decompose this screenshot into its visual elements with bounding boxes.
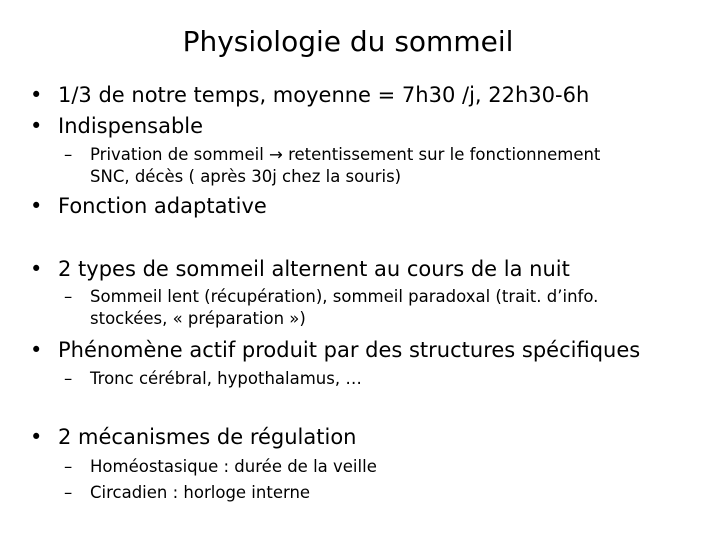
- dash-icon: –: [64, 369, 73, 388]
- slide-title: Physiologie du sommeil: [182, 25, 514, 58]
- bullet-text: Fonction adaptative: [58, 194, 267, 218]
- sub-bullet-text-continued: SNC, décès ( après 30j chez la souris): [90, 167, 402, 186]
- sub-bullet-text: Circadien : horloge interne: [90, 483, 311, 502]
- bullet-text: 2 mécanismes de régulation: [58, 425, 357, 449]
- bullet-text: 2 types de sommeil alternent au cours de la nuit: [58, 257, 570, 281]
- bullet-icon: •: [30, 83, 43, 107]
- dash-icon: –: [64, 287, 73, 306]
- bullet-icon: •: [30, 425, 43, 449]
- sub-bullet-text: Privation de sommeil → retentissement sur le fonctionnement: [90, 145, 601, 164]
- dash-icon: –: [64, 457, 73, 476]
- bullet-icon: •: [30, 194, 43, 218]
- dash-icon: –: [64, 145, 73, 164]
- sub-bullet-text: Tronc cérébral, hypothalamus, …: [90, 369, 362, 388]
- bullet-text: Phénomène actif produit par des structures spécifiques: [58, 338, 641, 362]
- dash-icon: –: [64, 483, 73, 502]
- sub-bullet-text-continued: stockées, « préparation »): [90, 309, 306, 328]
- bullet-icon: •: [30, 257, 43, 281]
- bullet-text: 1/3 de notre temps, moyenne = 7h30 /j, 22h30-6h: [58, 83, 590, 107]
- sub-bullet-text: Sommeil lent (récupération), sommeil paradoxal (trait. d’info.: [90, 287, 599, 306]
- bullet-icon: •: [30, 338, 43, 362]
- sub-bullet-text: Homéostasique : durée de la veille: [90, 457, 377, 476]
- bullet-icon: •: [30, 114, 43, 138]
- bullet-text: Indispensable: [58, 114, 204, 138]
